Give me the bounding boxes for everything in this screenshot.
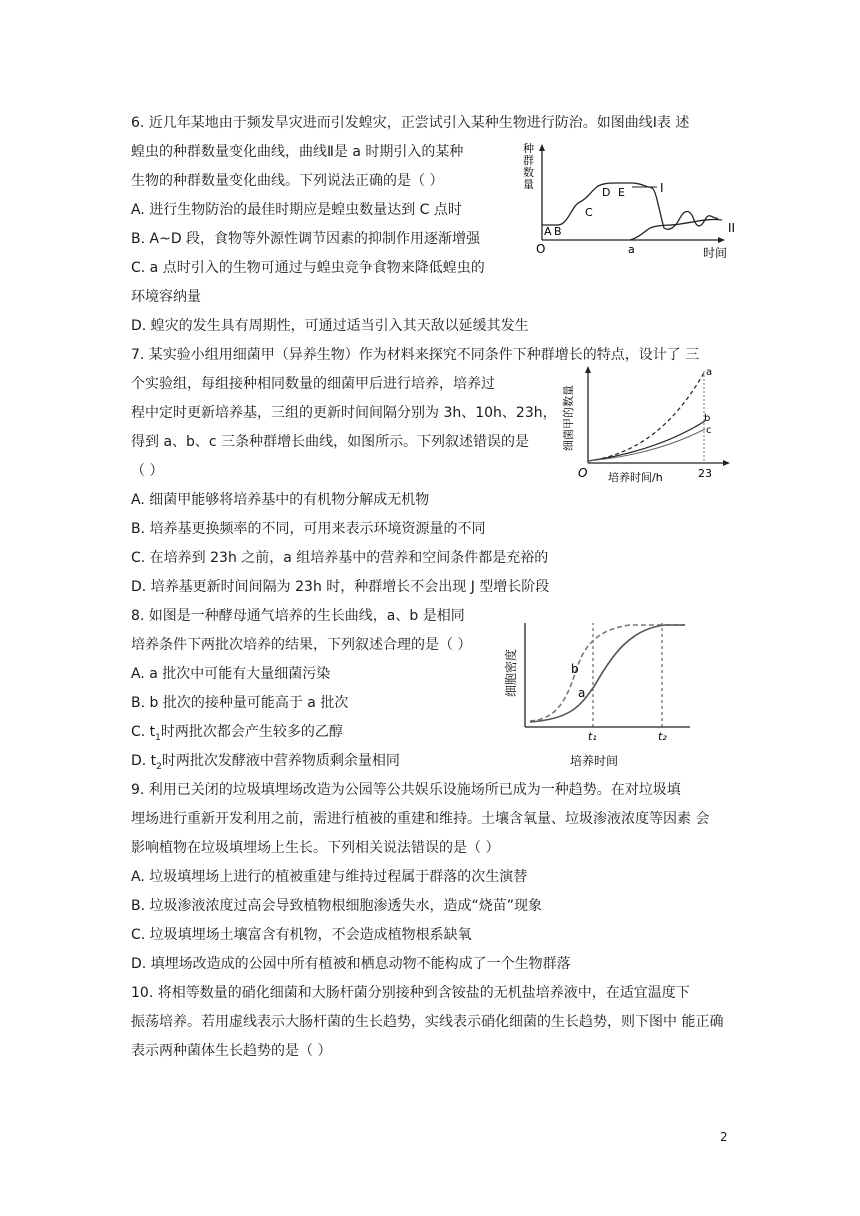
q9-stem-line3: 影响植物在垃圾填埋场上生长。下列相关说法错误的是（ ）	[131, 840, 500, 856]
q8-stem-line2: 培养条件下两批次培养的结果，下列叙述合理的是（ ）	[131, 637, 472, 653]
q7-option-d: D. 培养基更新时间间隔为 23h 时，种群增长不会出现 J 型增长阶段	[131, 579, 550, 595]
q8-figure	[500, 615, 700, 780]
q8-option-c-post: 时两批次都会产生较多的乙醇	[160, 724, 343, 740]
q7-stem-line4: 得到 a、b、c 三条种群增长曲线，如图所示。下列叙述错误的是	[131, 434, 530, 450]
q6-stem-line3: 生物的种群数量变化曲线。下列说法正确的是（ ）	[131, 173, 444, 189]
q6-curve-2	[630, 219, 722, 240]
q7-option-c: C. 在培养到 23h 之前，a 组培养基中的营养和空间条件都是充裕的	[131, 550, 549, 566]
q7-curve-b	[588, 421, 705, 461]
q7-curve-c	[588, 429, 705, 461]
q7-origin: O	[578, 466, 588, 480]
q6-ylabel-1: 种	[523, 142, 534, 155]
q8-option-d-pre: D. t	[131, 753, 157, 769]
q7-stem-line3: 程中定时更新培养基，三组的更新时间间隔分别为 3h、10h、23h，	[131, 405, 557, 421]
q8-t2: t₂	[658, 730, 667, 743]
q6-origin: O	[536, 242, 546, 256]
q8-label-b: b	[571, 662, 579, 676]
q9-option-a: A. 垃圾填埋场上进行的植被重建与维持过程属于群落的次生演替	[131, 869, 528, 885]
q6-stem-line2: 蝗虫的种群数量变化曲线，曲线Ⅱ是 a 时期引入的某种	[131, 144, 464, 160]
q7-stem-line2: 个实验组，每组接种相同数量的细菌甲后进行培养，培养过	[131, 376, 495, 392]
q8-option-d-sub: 2	[156, 761, 162, 772]
q6-point-a-upper: A	[544, 225, 552, 238]
q6-stem-line1: 6. 近几年某地由于频发旱灾进而引发蝗灾，正尝试引入某种生物进行防治。如图曲线Ⅰ表 述	[131, 115, 690, 131]
q8-ylabel: 细胞密度	[504, 648, 518, 697]
q6-curve-2-label: II	[728, 221, 736, 235]
q7-label-a: a	[706, 367, 713, 378]
q6-point-c: C	[585, 206, 593, 219]
q7-tick-23: 23	[698, 467, 712, 480]
q6-point-e: E	[618, 186, 625, 199]
page-number: 2	[720, 1130, 728, 1144]
q6-xlabel: 时间	[703, 246, 728, 260]
q6-option-a: A. 进行生物防治的最佳时期应是蝗虫数量达到 C 点时	[131, 202, 462, 218]
q9-option-d: D. 填埋场改造成的公园中所有植被和栖息动物不能构成了一个生物群落	[131, 956, 571, 972]
q7-figure	[560, 363, 730, 483]
q6-point-d: D	[602, 186, 611, 199]
q10-stem-line1: 10. 将相等数量的硝化细菌和大肠杆菌分别接种到含铵盐的无机盐培养液中，在适宜温度下	[131, 985, 690, 1001]
q6-option-c-line2: 环境容纳量	[131, 289, 201, 305]
q7-stem-line1: 7. 某实验小组用细菌甲（异养生物）作为材料来探究不同条件下种群增长的特点，设计了 三	[131, 347, 700, 363]
q6-ylabel-3: 数	[523, 166, 534, 179]
q8-option-c	[131, 722, 343, 748]
q9-stem-line1: 9. 利用已关闭的垃圾填埋场改造为公园等公共娱乐设施场所已成为一种趋势。在对垃圾填	[131, 782, 681, 798]
q8-option-c-pre: C. t	[131, 724, 156, 740]
q6-curve-1-label: I	[660, 181, 664, 195]
q8-stem-line1: 8. 如图是一种酵母通气培养的生长曲线，a、b 是相同	[131, 608, 465, 624]
q10-stem-line3: 表示两种菌体生长趋势的是（ ）	[131, 1043, 332, 1059]
q6-option-b: B. A~D 段，食物等外源性调节因素的抑制作用逐渐增强	[131, 231, 481, 247]
q9-stem-line2: 埋场进行重新开发利用之前，需进行植被的重建和维持。土壤含氧量、垃圾渗液浓度等因素 会	[131, 811, 710, 827]
q6-ylabel-4: 量	[523, 178, 534, 191]
q6-ylabel-2: 群	[523, 154, 534, 167]
q6-option-d: D. 蝗灾的发生具有周期性，可通过适当引入其天敌以延缓其发生	[131, 318, 529, 334]
q9-option-b: B. 垃圾渗液浓度过高会导致植物根细胞渗透失水，造成“烧苗”现象	[131, 898, 543, 914]
q8-option-d	[131, 751, 400, 777]
q6-point-b: B	[554, 225, 562, 238]
q8-option-a: A. a 批次中可能有大量细菌污染	[131, 666, 331, 682]
q8-xlabel: 培养时间	[570, 754, 619, 768]
q7-option-b: B. 培养基更换频率的不同，可用来表示环境资源量的不同	[131, 521, 486, 537]
q7-label-b: b	[704, 413, 711, 424]
q9-option-c: C. 垃圾填埋场土壤富含有机物，不会造成植物根系缺氧	[131, 927, 472, 943]
q7-label-c: c	[706, 425, 712, 436]
q6-option-c-line1: C. a 点时引入的生物可通过与蝗虫竞争食物来降低蝗虫的	[131, 260, 485, 276]
q7-stem-line5: （ ）	[131, 463, 164, 479]
q7-option-a: A. 细菌甲能够将培养基中的有机物分解成无机物	[131, 492, 430, 508]
q8-t1: t₁	[588, 730, 597, 743]
q8-label-a: a	[578, 686, 586, 700]
q6-point-a-lower: a	[628, 243, 635, 256]
q7-xlabel: 培养时间/h	[608, 471, 663, 483]
q8-option-b: B. b 批次的接种量可能高于 a 批次	[131, 695, 349, 711]
q8-option-d-post: 时两批次发酵液中营养物质剩余量相同	[161, 753, 400, 769]
q7-ylabel: 细菌甲的数量	[562, 385, 575, 451]
q8-option-c-sub: 1	[155, 732, 161, 743]
q10-stem-line2: 振荡培养。若用虚线表示大肠杆菌的生长趋势，实线表示硝化细菌的生长趋势，则下图中 能正确	[131, 1014, 724, 1030]
q6-figure	[520, 140, 750, 265]
